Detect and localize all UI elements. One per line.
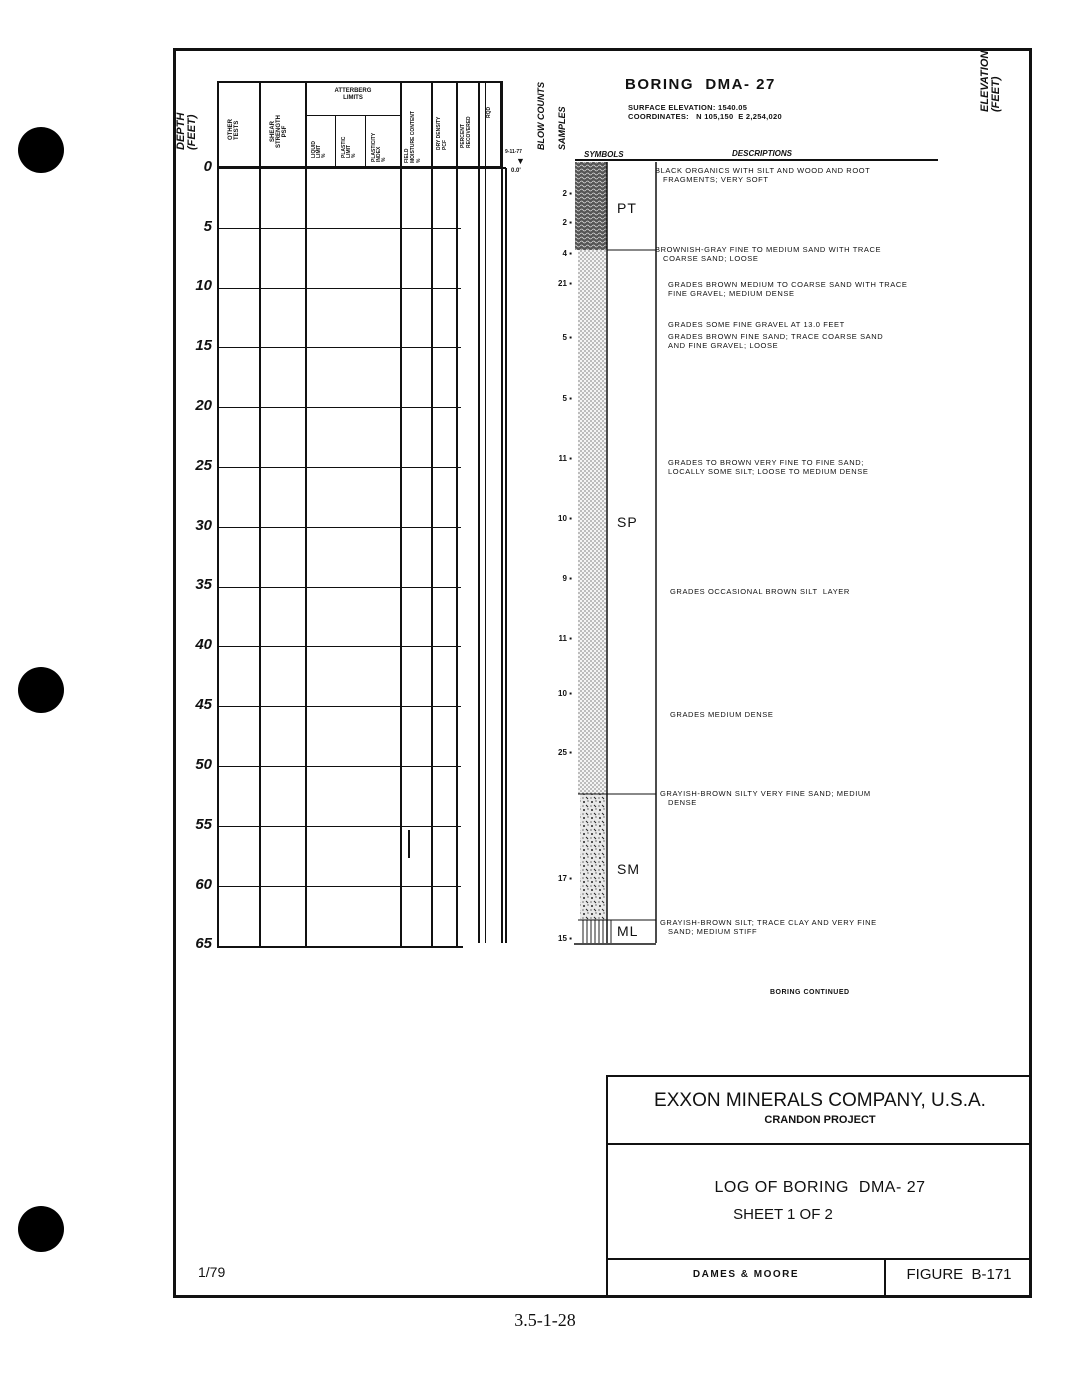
column-line xyxy=(305,81,307,947)
symbols-header: SYMBOLS xyxy=(584,150,624,159)
punch-hole xyxy=(18,127,64,173)
column-line xyxy=(478,81,480,943)
grid-line xyxy=(217,826,461,827)
blow-count: 5 ▪ xyxy=(562,333,572,342)
blow-count: 10 ▪ xyxy=(558,689,572,698)
column-line xyxy=(456,81,458,947)
column-line xyxy=(485,81,486,943)
other-tests-header: OTHER TESTS xyxy=(228,119,240,140)
punch-hole xyxy=(18,1206,64,1252)
atterberg-divider xyxy=(305,115,401,116)
moisture-tick xyxy=(408,830,410,858)
atterberg-header: ATTERBERG LIMITS xyxy=(334,88,372,101)
column-line xyxy=(217,81,219,947)
grid-line xyxy=(217,288,461,289)
symbol-label: ML xyxy=(617,923,639,939)
grid-line xyxy=(217,946,463,948)
description: GRADES MEDIUM DENSE xyxy=(670,710,774,719)
grid-line xyxy=(217,886,461,887)
date-code: 1/79 xyxy=(198,1264,226,1280)
blow-count: 11 ▪ xyxy=(558,454,572,463)
blow-count: 21 ▪ xyxy=(558,279,572,288)
figure-number: FIGURE B-171 xyxy=(906,1266,1012,1283)
description: GRAYISH-BROWN SILT; TRACE CLAY AND VERY FINE SAND; MEDIUM STIFF xyxy=(660,918,877,936)
depth-label: 10 xyxy=(195,277,212,294)
symbol-label: PT xyxy=(617,200,637,216)
grid-line xyxy=(217,347,461,348)
grid-line xyxy=(217,228,461,229)
depth-label: 5 xyxy=(203,218,212,235)
shear-strength-header: SHEAR STRENGTH PSF xyxy=(270,115,288,148)
title-block-divider xyxy=(606,1258,1032,1260)
blow-count: 25 ▪ xyxy=(558,748,572,757)
depth-label: 50 xyxy=(195,756,212,773)
depth-label: 20 xyxy=(195,397,212,414)
blow-count: 4 ▪ xyxy=(562,249,572,258)
grid-line xyxy=(217,587,461,588)
blow-count: 9 ▪ xyxy=(562,574,572,583)
column-line xyxy=(505,168,507,943)
column-line xyxy=(400,81,402,947)
description: GRADES BROWN FINE SAND; TRACE COARSE SAND AND FINE GRAVEL; LOOSE xyxy=(668,332,884,350)
depth-label: 35 xyxy=(195,576,212,593)
sp-pattern xyxy=(578,250,607,794)
blow-counts-header: BLOW COUNTS xyxy=(536,82,546,150)
water-level-icon: ▼ xyxy=(516,156,525,166)
coordinates: COORDINATES: N 105,150 E 2,254,020 xyxy=(628,112,782,121)
log-title: LOG OF BORING DMA- 27 xyxy=(714,1179,926,1196)
firm-name: DAMES & MOORE xyxy=(692,1269,800,1280)
descriptions-header: DESCRIPTIONS xyxy=(732,149,793,158)
boring-title: BORING DMA- 27 xyxy=(625,76,776,93)
surface-elevation: SURFACE ELEVATION: 1540.05 xyxy=(628,103,748,112)
liquid-limit-header: LIQUID LIMIT % xyxy=(311,141,327,158)
grid-line xyxy=(217,646,461,647)
blow-count: 10 ▪ xyxy=(558,514,572,523)
strata-column xyxy=(574,160,659,945)
boring-continued: BORING CONTINUED xyxy=(770,989,850,996)
punch-hole xyxy=(18,667,64,713)
depth-label: 15 xyxy=(195,337,212,354)
grid-line xyxy=(217,766,461,767)
rqd-header: RQD xyxy=(486,106,492,118)
samples-header: SAMPLES xyxy=(557,106,567,150)
blow-count: 11 ▪ xyxy=(558,634,572,643)
project-name: CRANDON PROJECT xyxy=(764,1114,876,1126)
depth-label: 55 xyxy=(195,816,212,833)
dry-density-header: DRY DENSITY PCF xyxy=(436,116,448,150)
depth-label: 40 xyxy=(195,636,212,653)
depth-label: 30 xyxy=(195,517,212,534)
symbol-label: SM xyxy=(617,861,640,877)
description: GRADES OCCASIONAL BROWN SILT LAYER xyxy=(670,587,850,596)
sm-pattern xyxy=(580,794,607,920)
plastic-limit-header: PLASTIC LIMIT % xyxy=(341,136,357,158)
column-line xyxy=(431,81,433,947)
depth-label: 0 xyxy=(203,158,212,175)
description: GRADES TO BROWN VERY FINE TO FINE SAND; LOCALLY SOME SILT; LOOSE TO MEDIUM DENSE xyxy=(668,458,869,476)
water-date: 9-11-77 xyxy=(505,149,522,155)
description: BLACK ORGANICS WITH SILT AND WOOD AND ROOT FRAGMENTS; VERY SOFT xyxy=(655,166,871,184)
depth-header: DEPTH (FEET) xyxy=(175,112,198,150)
water-depth: 0.0' xyxy=(511,168,521,174)
blow-count: 5 ▪ xyxy=(562,394,572,403)
grid-line xyxy=(217,467,461,468)
elevation-header: ELEVATION (FEET) xyxy=(979,50,1002,112)
column-line xyxy=(335,115,336,167)
blow-count: 2 ▪ xyxy=(562,189,572,198)
description: GRADES BROWN MEDIUM TO COARSE SAND WITH TRACE FINE GRAVEL; MEDIUM DENSE xyxy=(668,280,908,298)
grid-line xyxy=(217,407,461,408)
blow-count: 17 ▪ xyxy=(558,874,572,883)
moisture-header: FIELD MOISTURE CONTENT % xyxy=(404,111,422,163)
page-number: 3.5-1-28 xyxy=(514,1310,576,1330)
symbol-label: SP xyxy=(617,514,638,530)
description: GRAYISH-BROWN SILTY VERY FINE SAND; MEDIUM DENSE xyxy=(660,789,871,807)
column-line xyxy=(259,81,261,947)
depth-label: 25 xyxy=(195,457,212,474)
sheet-number: SHEET 1 OF 2 xyxy=(733,1206,833,1223)
plasticity-index-header: PLASTICITY INDEX % xyxy=(371,132,387,162)
description: GRADES SOME FINE GRAVEL AT 13.0 FEET xyxy=(668,320,845,329)
company-name: EXXON MINERALS COMPANY, U.S.A. xyxy=(654,1090,986,1111)
column-line xyxy=(365,115,366,167)
grid-line xyxy=(217,527,461,528)
pt-pattern xyxy=(575,162,607,250)
blow-count: 15 ▪ xyxy=(558,934,572,943)
description: BROWNISH-GRAY FINE TO MEDIUM SAND WITH TRACE COARSE SAND; LOOSE xyxy=(655,245,882,263)
depth-label: 60 xyxy=(195,876,212,893)
title-block-divider xyxy=(606,1143,1032,1145)
percent-recovered-header: PERCENT RECOVERED xyxy=(460,116,472,148)
grid-line xyxy=(217,167,506,169)
depth-label: 45 xyxy=(195,696,212,713)
grid-line xyxy=(217,706,461,707)
depth-label: 65 xyxy=(195,935,212,952)
column-line xyxy=(501,81,503,943)
blow-count: 2 ▪ xyxy=(562,218,572,227)
